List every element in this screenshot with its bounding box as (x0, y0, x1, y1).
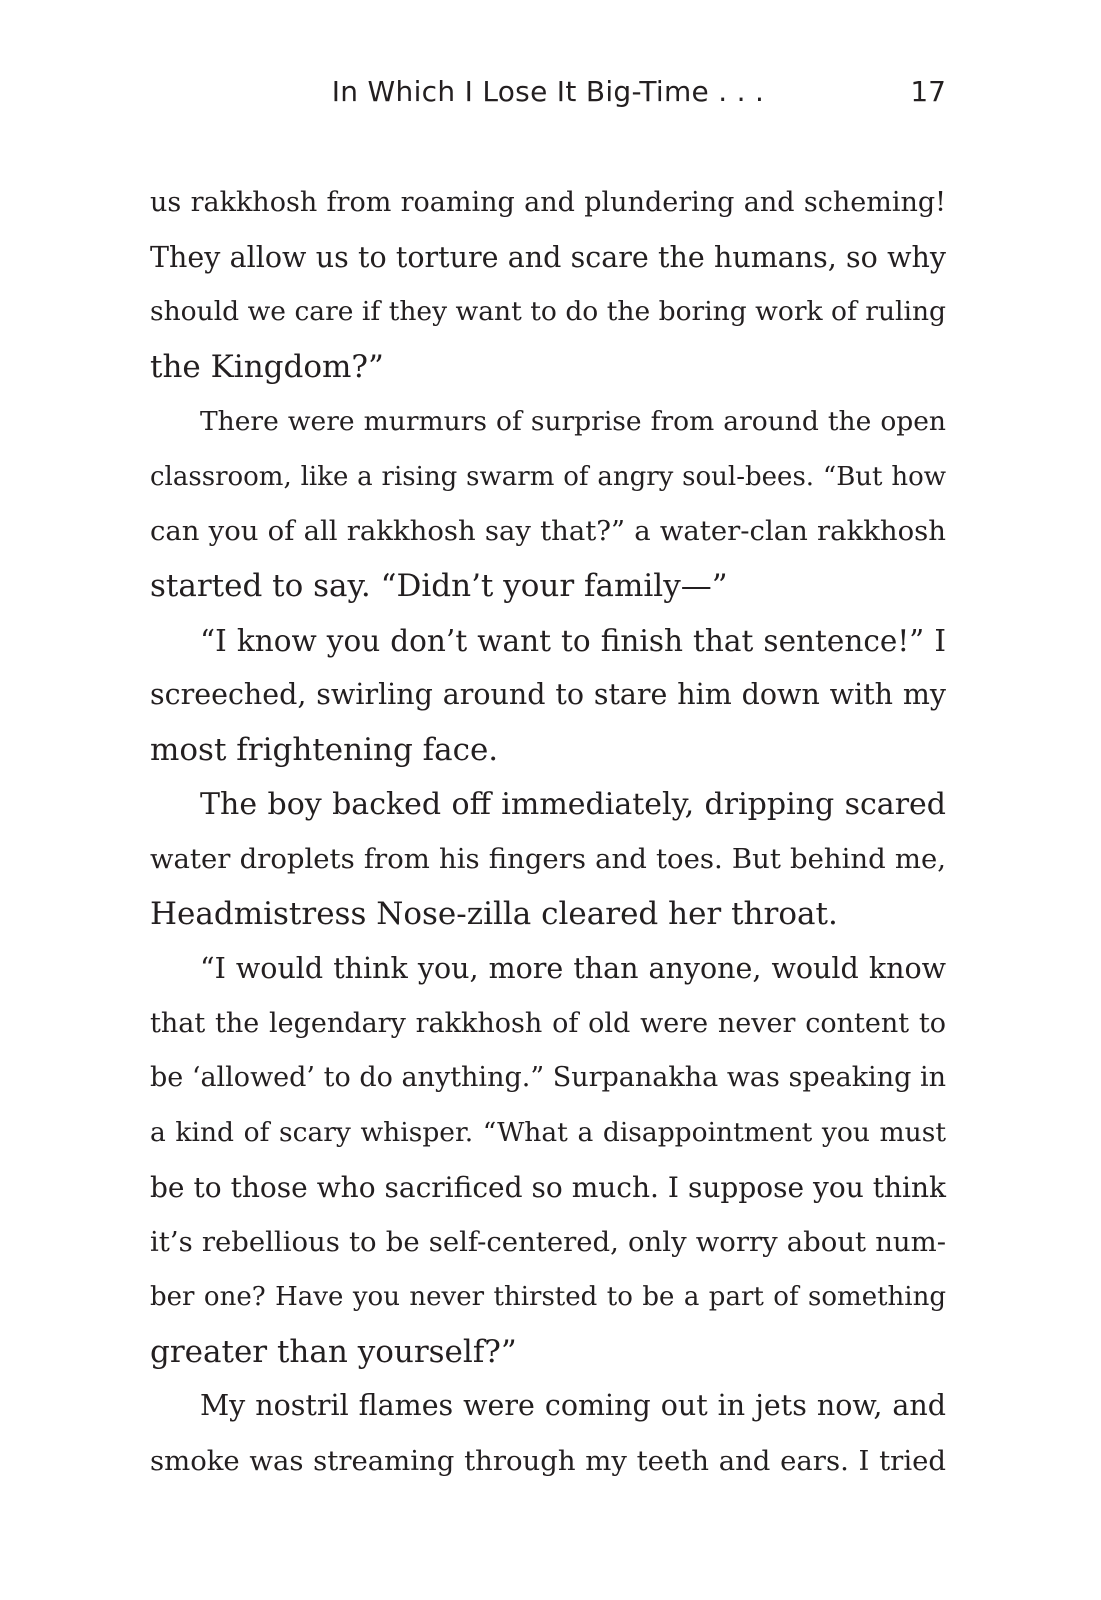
text-line: My nostril flames were coming out in jets now, and (200, 1389, 946, 1423)
text-line: Headmistress Nose-zilla cleared her throat. (150, 896, 838, 933)
page-number: 17 (910, 75, 946, 108)
text-line: screeched, swirling around to stare him down with my (150, 678, 946, 712)
text-line: the Kingdom?” (150, 349, 384, 386)
text-line: The boy backed off immediately, dripping scared (200, 786, 946, 822)
text-line: ber one? Have you never thirsted to be a part of something (150, 1282, 946, 1313)
text-line: There were murmurs of surprise from around the open (200, 405, 946, 437)
text-line: most frightening face. (150, 732, 499, 769)
text-line: greater than yourself?” (150, 1333, 517, 1370)
text-line: be ‘allowed’ to do anything.” Surpanakha was speaking in (150, 1062, 946, 1094)
text-line: water droplets from his fingers and toes. But behind me, (150, 843, 946, 876)
text-line: should we care if they want to do the boring work of ruling (150, 296, 946, 328)
text-line: can you of all rakkhosh say that?” a water-clan rakkhosh (150, 515, 946, 548)
text-line: “I would think you, more than anyone, would know (200, 951, 946, 985)
text-line: a kind of scary whisper. “What a disappointment you must (150, 1116, 946, 1148)
text-line: be to those who sacrificed so much. I suppose you think (150, 1170, 946, 1204)
text-line: They allow us to torture and scare the humans, so why (150, 240, 946, 274)
text-line: it’s rebellious to be self-centered, only worry about num- (150, 1226, 946, 1259)
text-line: smoke was streaming through my teeth and ears. I tried (150, 1445, 946, 1478)
running-head: In Which I Lose It Big-Time . . . (331, 75, 765, 108)
text-line: us rakkhosh from roaming and plundering and scheming! (150, 187, 946, 218)
text-line: started to say. “Didn’t your family—” (150, 567, 728, 604)
text-line: “I know you don’t want to finish that sentence!” I (200, 623, 946, 658)
page-header (150, 70, 946, 114)
body-text (150, 176, 946, 1489)
text-line: that the legendary rakkhosh of old were never content to (150, 1007, 946, 1039)
text-line: classroom, like a rising swarm of angry soul-bees. “But how (150, 461, 946, 492)
